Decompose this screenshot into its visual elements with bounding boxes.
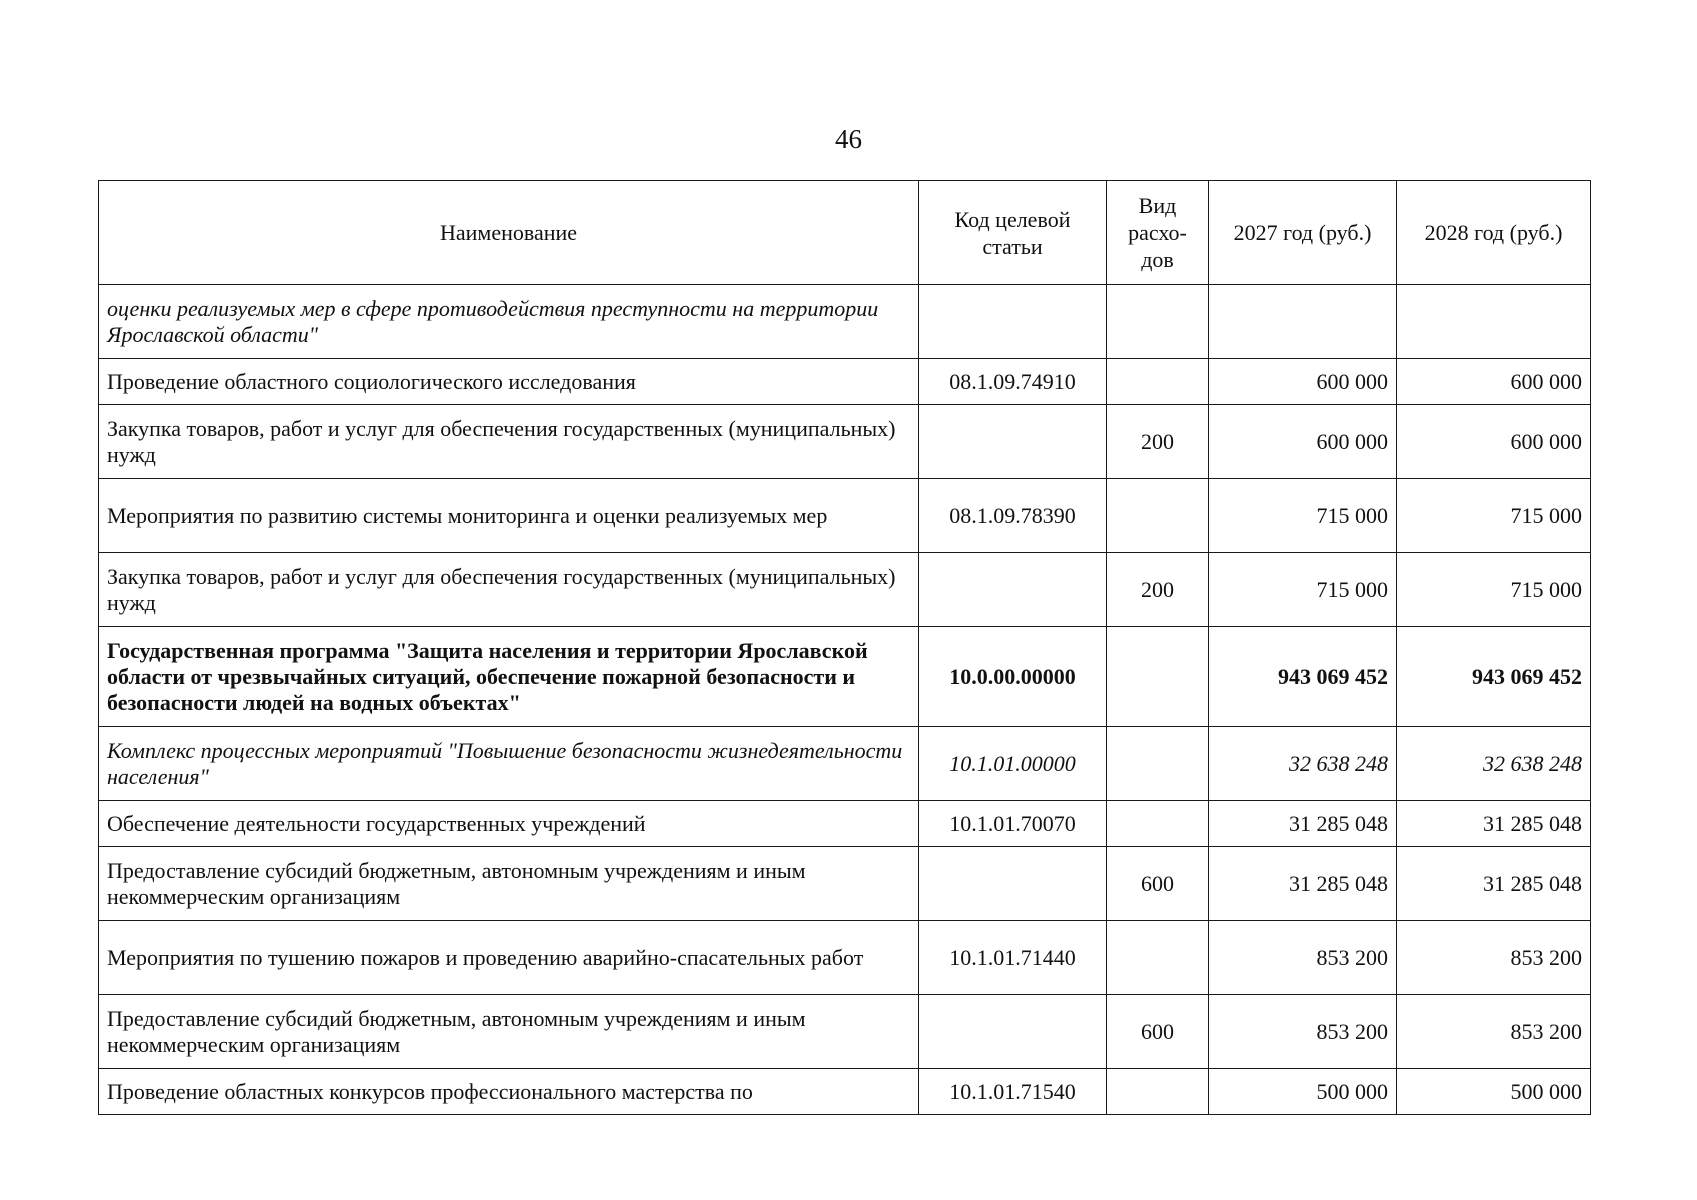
- table-row: [99, 359, 1591, 405]
- cell-2028: [1397, 285, 1591, 359]
- cell-vid: [1107, 727, 1209, 801]
- cell-2028: 32 638 248: [1397, 727, 1591, 801]
- cell-name: Комплекс процессных мероприятий "Повышение безопасности жизнедеятельности населения": [99, 727, 919, 801]
- cell-code: 10.1.01.00000: [919, 727, 1107, 801]
- table-header-row: [99, 181, 1591, 285]
- cell-2028: 715 000: [1397, 479, 1591, 553]
- cell-2027: 600 000: [1209, 359, 1397, 405]
- cell-name: оценки реализуемых мер в сфере противодействия преступности на территории Ярославской области": [99, 285, 919, 359]
- table-row: [99, 1069, 1591, 1115]
- table-body: [99, 285, 1591, 1115]
- cell-2028: 600 000: [1397, 405, 1591, 479]
- cell-code: 10.0.00.00000: [919, 627, 1107, 727]
- cell-2028: 500 000: [1397, 1069, 1591, 1115]
- header-name: Наименование: [99, 181, 919, 285]
- table-row: [99, 801, 1591, 847]
- table-row: [99, 995, 1591, 1069]
- table-row: [99, 405, 1591, 479]
- header-vid: Вид расхо-дов: [1107, 181, 1209, 285]
- cell-vid: [1107, 627, 1209, 727]
- cell-name: Проведение областного социологического исследования: [99, 359, 919, 405]
- cell-2027: 500 000: [1209, 1069, 1397, 1115]
- cell-2027: 715 000: [1209, 479, 1397, 553]
- cell-name: Предоставление субсидий бюджетным, автономным учреждениям и иным некоммерческим организациям: [99, 995, 919, 1069]
- cell-code: 08.1.09.78390: [919, 479, 1107, 553]
- cell-code: [919, 847, 1107, 921]
- header-2027: 2027 год (руб.): [1209, 181, 1397, 285]
- cell-2027: 31 285 048: [1209, 847, 1397, 921]
- cell-2028: 853 200: [1397, 995, 1591, 1069]
- table-row: [99, 847, 1591, 921]
- cell-code: [919, 995, 1107, 1069]
- cell-2027: 853 200: [1209, 921, 1397, 995]
- table-row: [99, 627, 1591, 727]
- cell-code: 10.1.01.71440: [919, 921, 1107, 995]
- cell-vid: 200: [1107, 405, 1209, 479]
- cell-2027: [1209, 285, 1397, 359]
- cell-2028: 600 000: [1397, 359, 1591, 405]
- cell-name: Мероприятия по тушению пожаров и проведению аварийно-спасательных работ: [99, 921, 919, 995]
- cell-2027: 600 000: [1209, 405, 1397, 479]
- cell-code: [919, 553, 1107, 627]
- cell-code: 08.1.09.74910: [919, 359, 1107, 405]
- cell-2027: 853 200: [1209, 995, 1397, 1069]
- cell-2028: 853 200: [1397, 921, 1591, 995]
- cell-name: Закупка товаров, работ и услуг для обеспечения государственных (муниципальных) нужд: [99, 553, 919, 627]
- cell-name: Государственная программа "Защита населения и территории Ярославской области от чрезвычайных ситуаций, обеспечение пожарной безопасности и безопасности людей на водных объектах": [99, 627, 919, 727]
- cell-2028: 31 285 048: [1397, 801, 1591, 847]
- cell-name: Мероприятия по развитию системы мониторинга и оценки реализуемых мер: [99, 479, 919, 553]
- cell-vid: [1107, 921, 1209, 995]
- table-row: [99, 285, 1591, 359]
- cell-2028: 715 000: [1397, 553, 1591, 627]
- cell-vid: [1107, 285, 1209, 359]
- cell-vid: [1107, 801, 1209, 847]
- header-2028: 2028 год (руб.): [1397, 181, 1591, 285]
- cell-code: [919, 405, 1107, 479]
- cell-vid: [1107, 479, 1209, 553]
- cell-2027: 32 638 248: [1209, 727, 1397, 801]
- cell-2028: 943 069 452: [1397, 627, 1591, 727]
- cell-name: Обеспечение деятельности государственных учреждений: [99, 801, 919, 847]
- cell-2027: 943 069 452: [1209, 627, 1397, 727]
- cell-vid: [1107, 359, 1209, 405]
- cell-vid: [1107, 1069, 1209, 1115]
- cell-code: 10.1.01.71540: [919, 1069, 1107, 1115]
- cell-vid: 600: [1107, 847, 1209, 921]
- cell-name: Проведение областных конкурсов профессионального мастерства по: [99, 1069, 919, 1115]
- cell-vid: 600: [1107, 995, 1209, 1069]
- table-row: [99, 727, 1591, 801]
- cell-vid: 200: [1107, 553, 1209, 627]
- page-number: 46: [835, 124, 862, 154]
- cell-name: Предоставление субсидий бюджетным, автономным учреждениям и иным некоммерческим организациям: [99, 847, 919, 921]
- cell-2027: 31 285 048: [1209, 801, 1397, 847]
- cell-code: [919, 285, 1107, 359]
- header-code: Код целевой статьи: [919, 181, 1107, 285]
- cell-2027: 715 000: [1209, 553, 1397, 627]
- budget-table: [98, 180, 1591, 1115]
- table-row: [99, 553, 1591, 627]
- cell-2028: 31 285 048: [1397, 847, 1591, 921]
- cell-code: 10.1.01.70070: [919, 801, 1107, 847]
- table-row: [99, 479, 1591, 553]
- cell-name: Закупка товаров, работ и услуг для обеспечения государственных (муниципальных) нужд: [99, 405, 919, 479]
- table-row: [99, 921, 1591, 995]
